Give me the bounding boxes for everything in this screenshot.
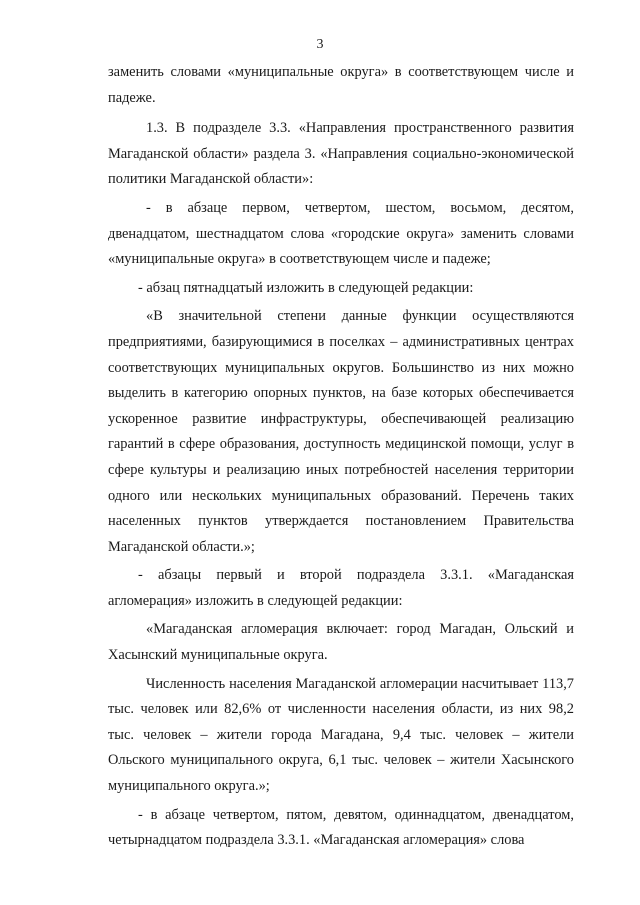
paragraph-population: Численность населения Магаданской агломерации насчитывает 113,7 тыс. человек или 82,6% от численности населения области, из них 98,2 тыс. человек – жители города Магадана, 9,4 тыс. человек – жители Ольского муниципального округа, 6,1 тыс. человек – жители Хасынского муниципального округа.»; bbox=[108, 675, 574, 795]
document-body bbox=[108, 60, 574, 854]
paragraph-amend-words: - в абзаце четвертом, пятом, девятом, одиннадцатом, двенадцатом, четырнадцатом подраздела 3.3.1. «Магаданская агломерация» слова bbox=[108, 806, 574, 849]
paragraph-amend-fifteenth: - абзац пятнадцатый изложить в следующей редакции: bbox=[138, 279, 474, 296]
paragraph-replace-words: - в абзаце первом, четвертом, шестом, восьмом, десятом, двенадцатом, шестнадцатом слова «городские округа» заменить словами «муниципальные округа» в соответствующем числе и падеже; bbox=[108, 199, 574, 268]
paragraph-amend-agglomeration: - абзацы первый и второй подраздела 3.3.1. «Магаданская агломерация» изложить в следующей редакции: bbox=[108, 567, 574, 609]
paragraph-agglomeration-includes: «Магаданская агломерация включает: город Магадан, Ольский и Хасынский муниципальные округа. bbox=[108, 621, 574, 664]
paragraph-quoted-functions: «В значительной степени данные функции осуществляются предприятиями, базирующимися в поселках – административных центрах соответствующих муниципальных округов. Большинство из них можно выделить в категорию опорных пунктов, на базе которых обеспечивается ускоренное развитие инфраструктуры, обеспечивающей реализацию гарантий в сфере образования, доступность медицинской помощи, услуг в сфере культуры и реализацию иных потребностей населения территории одного или нескольких муниципальных образований. Перечень таких населенных пунктов утверждается постановлением Правительства Магаданской области.»; bbox=[108, 308, 574, 555]
paragraph-section-1-3: 1.3. В подразделе 3.3. «Направления пространственного развития Магаданской области» раздела 3. «Направления социально-экономической политики Магаданской области»: bbox=[108, 120, 574, 188]
page-number: 3 bbox=[316, 37, 324, 52]
paragraph-continuation: заменить словами «муниципальные округа» в соответствующем числе и падеже. bbox=[108, 64, 574, 106]
